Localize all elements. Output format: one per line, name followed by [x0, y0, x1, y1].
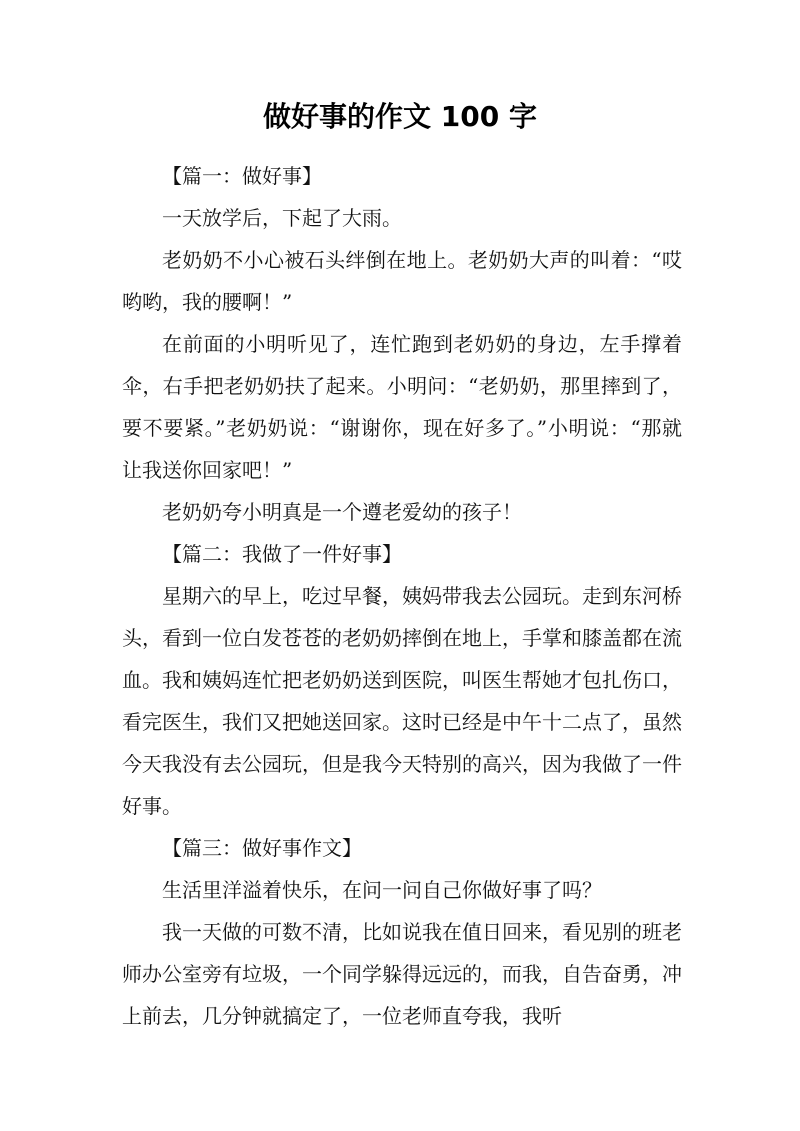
paragraph: 老奶奶夸小明真是一个遵老爱幼的孩子！: [162, 500, 522, 524]
document-body: [122, 155, 682, 1037]
paragraph: 星期六的早上，吃过早餐，姨妈带我去公园玩。走到东河桥头，看到一位白发苍苍的老奶奶摔倒在地上，手掌和膝盖都在流血。我和姨妈连忙把老奶奶送到医院，叫医生帮她才包扎伤口，看完医生，我们又把她送回家。这时已经是中午十二点了，虽然今天我没有去公园玩，但是我今天特别的高兴，因为我做了一件好事。: [122, 584, 682, 818]
section-heading: 【篇三：做好事作文】: [162, 836, 362, 860]
paragraph: 一天放学后，下起了大雨。: [162, 206, 402, 230]
document-title: 做好事的作文 100 字: [263, 100, 537, 133]
section-heading: 【篇二：我做了一件好事】: [162, 542, 402, 566]
section-heading: 【篇一：做好事】: [162, 164, 322, 188]
paragraph: 在前面的小明听见了，连忙跑到老奶奶的身边，左手撑着伞，右手把老奶奶扶了起来。小明问：“老奶奶，那里摔到了，要不要紧。”老奶奶说：“谢谢你，现在好多了。”小明说：“那就让我送你回家吧！”: [122, 332, 682, 482]
paragraph: 老奶奶不小心被石头绊倒在地上。老奶奶大声的叫着：“哎哟哟，我的腰啊！”: [122, 248, 682, 314]
paragraph: 生活里洋溢着快乐，在问一问自己你做好事了吗？: [162, 878, 602, 902]
paragraph: 我一天做的可数不清，比如说我在值日回来，看见别的班老师办公室旁有垃圾，一个同学躲得远远的，而我，自告奋勇，冲上前去，几分钟就搞定了，一位老师直夸我，我听: [122, 920, 682, 1028]
